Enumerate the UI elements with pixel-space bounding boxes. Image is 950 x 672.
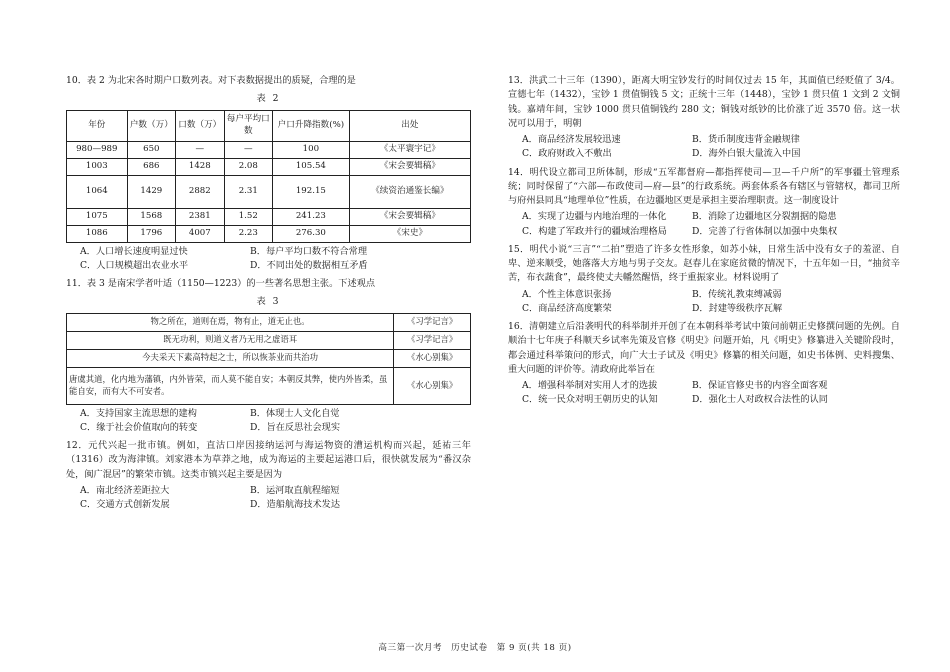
table-2-caption: 表 2 [256, 93, 281, 105]
table-cell: — [176, 141, 224, 158]
table-cell: 1796 [127, 225, 175, 242]
option-b: B．传统礼教束缚减弱 [692, 288, 782, 300]
question-10-stem: 10．表 2 为北宋各时期户口数列表。对下表数据提出的质疑，合理的是 [66, 75, 356, 86]
question-14-options [522, 210, 900, 239]
table-cell: 1428 [176, 158, 224, 175]
table-cell: 100 [273, 141, 350, 158]
question-12-options [80, 484, 471, 513]
table-header-row [67, 110, 471, 141]
table-cell: 241.23 [273, 208, 350, 225]
table-cell: 1075 [67, 208, 128, 225]
table-cell: 今夫采天下素高特起之士，所以恢茶业而共治功 [67, 349, 394, 367]
option-b: B．货币制度违背金融规律 [692, 134, 800, 145]
question-13-options [522, 133, 900, 162]
table-cell: 《续资治通鉴长编》 [349, 175, 470, 208]
table-3-caption: 表 3 [256, 296, 281, 308]
option-c: C．交通方式创新发展 [80, 499, 170, 510]
option-c: C．统一民众对明王朝历史的认知 [522, 394, 658, 406]
option-d: D．完善了行省体制以加强中央集权 [692, 225, 838, 237]
option-b: B．消除了边疆地区分裂割据的隐患 [692, 211, 837, 223]
table-cell: 1064 [67, 175, 128, 208]
table-cell: 276.30 [273, 225, 350, 242]
option-a: A．增强科举制对实用人才的选拔 [522, 380, 658, 391]
table-row [67, 367, 471, 404]
option-c: C．人口规模超出农业水平 [80, 259, 189, 271]
table-row [67, 141, 471, 158]
table-header-cell: 户口升降指数(%) [273, 110, 350, 141]
table-row [67, 158, 471, 175]
table-row [67, 175, 471, 208]
table-cell: 2381 [176, 208, 224, 225]
option-c: C．缘于社会价值取向的转变 [80, 421, 198, 433]
table-cell: 1568 [127, 208, 175, 225]
table-cell: 1.52 [224, 208, 272, 225]
question-11-options [80, 407, 471, 436]
option-a: A．商品经济发展较迅速 [522, 134, 621, 145]
option-d: D．封建等级秩序瓦解 [692, 302, 783, 314]
question-11-stem: 11．表 3 是南宋学者叶适（1150—1223）的一些著名思想主张。下述观点 [66, 278, 376, 289]
table-cell: 4007 [176, 225, 224, 242]
table-cell: 《水心别集》 [394, 367, 471, 404]
question-11 [66, 277, 471, 435]
table-header-cell: 口数（万） [176, 110, 224, 141]
option-b: B．每户平均口数不符合常理 [250, 245, 368, 257]
table-header-cell: 年份 [67, 110, 128, 141]
question-10 [66, 74, 471, 273]
option-a: A．个性主体意识张扬 [522, 288, 612, 300]
table-cell: 105.54 [273, 158, 350, 175]
table-header-cell: 出处 [349, 110, 470, 141]
option-a: A．实现了边疆与内地治理的一体化 [522, 211, 667, 223]
option-a: A．人口增长速度明显过快 [80, 245, 188, 257]
question-15-options [522, 288, 900, 317]
table-cell: 物之所在，道则在焉，物有止，道无止也。 [67, 313, 394, 331]
option-d: D．造船航海技术发达 [250, 499, 341, 510]
table-cell: 《习学记言》 [394, 331, 471, 349]
table-cell: 2.23 [224, 225, 272, 242]
question-16-options [522, 379, 900, 408]
question-12 [66, 439, 471, 512]
question-10-options [80, 245, 471, 274]
table-cell: 686 [127, 158, 175, 175]
table-cell: 1003 [67, 158, 128, 175]
table-cell: 1086 [67, 225, 128, 242]
table-cell: 《宋会要辑稿》 [349, 208, 470, 225]
page-footer: 高三第一次月考 历史试卷 第 9 页(共 18 页) [378, 643, 572, 653]
table-cell: 2882 [176, 175, 224, 208]
table-cell: 《宋史》 [349, 225, 470, 242]
table-header-cell: 户数（万） [127, 110, 175, 141]
question-12-stem: 12．元代兴起一批市镇。例如，直沽口岸因接纳运河与海运物资的漕运机构而兴起，延祐三年（1316）改为海津镇。刘家港本为草莽之地，成为海运的主要起运港口后，很快就发展为“番汉杂处，闽广混居”的繁荣市镇。这类市镇兴起主要是因为 [66, 440, 471, 480]
table-cell: 2.08 [224, 158, 272, 175]
question-13 [508, 74, 900, 162]
table-3 [66, 313, 471, 405]
option-d: D．旨在反思社会现实 [250, 421, 341, 433]
table-cell: 2.31 [224, 175, 272, 208]
table-row [67, 331, 471, 349]
table-cell: 192.15 [273, 175, 350, 208]
table-cell: 980—989 [67, 141, 128, 158]
table-2 [66, 110, 471, 243]
table-cell: 《太平寰宇记》 [349, 141, 470, 158]
option-a: A．南北经济差距拉大 [80, 484, 170, 496]
option-d: D．强化士人对政权合法性的认同 [692, 394, 828, 406]
table-cell: — [224, 141, 272, 158]
table-row [67, 313, 471, 331]
option-b: B．运河取直航程缩短 [250, 484, 340, 496]
left-column [66, 74, 471, 516]
option-c: C．政府财政入不敷出 [522, 148, 612, 160]
question-15 [508, 243, 900, 316]
option-c: C．商品经济高度繁荣 [522, 302, 612, 314]
question-16-stem: 16．清朝建立后沿袭明代的科举制并开创了在本朝科举考试中策问前朝正史修撰问题的先例。自顺治十七年庚子科顺天乡试率先策及官修《明史》问题开始，凡《明史》修纂进入关键阶段时，都会通过科举策问的形式，向广大士子试及《明史》修纂的相关问题，如史书体例、史料搜集、重大问题的评价等。清政府此举旨在 [508, 321, 900, 375]
option-c: C．构建了军政并行的疆域治理格局 [522, 225, 667, 237]
table-row [67, 225, 471, 242]
table-cell: 唐虞其道，化内地为藩镇，内外皆荣，而人莫不能自安；本朝反其弊，使内外皆柔，虽能自安，而有大不可安者。 [67, 367, 394, 404]
question-14-stem: 14．明代设立都司卫所体制，形成“五军都督府—都指挥使司—卫—千户所”的军事疆土管理系统；同时保留了“六部—布政使司—府—县”的行政系统。两套体系各有辖区与管辖权，都司卫所与府州县同具“地理单位”性质，在边疆地区更是承担主要治理职责。这一制度设计 [508, 166, 900, 206]
option-a: A．支持国家主流思想的建构 [80, 407, 197, 419]
right-column [508, 74, 900, 412]
table-row [67, 208, 471, 225]
table-cell: 《水心别集》 [394, 349, 471, 367]
question-16 [508, 320, 900, 408]
option-d: D．不同出处的数据相互矛盾 [250, 259, 368, 271]
table-cell: 650 [127, 141, 175, 158]
option-b: B．体现士人文化自觉 [250, 407, 340, 419]
table-header-cell: 每户平均口数 [224, 110, 272, 141]
question-15-stem: 15．明代小说“三言”“二拍”塑造了许多女性形象，如苏小妹，日常生活中没有女子的羞涩、自卑、逆来顺受，她落落大方地与男子交友。赵春儿在家庭贫微的情况下，十五年如一日，“抽贫辛苦，布衣蔬食”，最终使丈夫幡然醒悟，终于重振家业。材料说明了 [508, 243, 900, 284]
table-row [67, 349, 471, 367]
question-13-stem: 13．洪武二十三年（1390），距离大明宝钞发行的时间仅过去 15 年，其面值已经贬值了 3/4。宣德七年（1432），宝钞 1 贯值铜钱 5 文；正统十三年（1448），宝钞 1 贯只值 1 文到 2 文铜钱。嘉靖年间，宝钞 1000 贯只值铜钱约 280 文；铜钱对纸钞的比价涨了近 3570 倍。这一状况可以用于，明朝 [508, 75, 900, 129]
table-cell: 既无功利，则道义者乃无用之虚语耳 [67, 331, 394, 349]
option-b: B．保证官修史书的内容全面客观 [692, 380, 828, 391]
table-cell: 《宋会要辑稿》 [349, 158, 470, 175]
table-cell: 《习学记言》 [394, 313, 471, 331]
table-cell: 1429 [127, 175, 175, 208]
option-d: D．海外白银大量流入中国 [692, 148, 801, 160]
question-14 [508, 166, 900, 239]
